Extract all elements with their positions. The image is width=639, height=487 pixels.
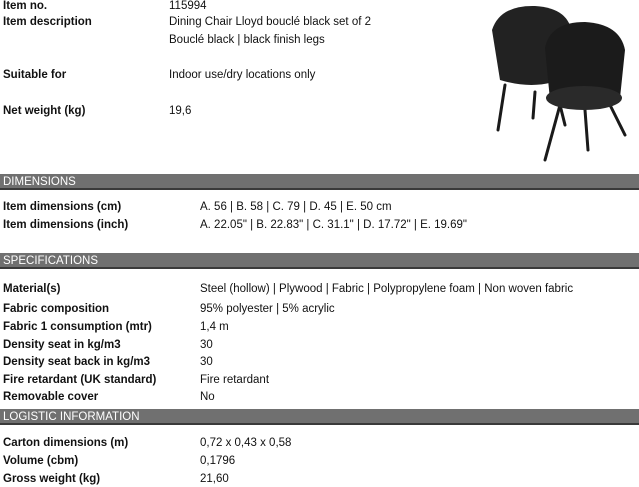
spec-label: Material(s) bbox=[3, 283, 61, 295]
specifications-header: SPECIFICATIONS bbox=[0, 253, 639, 269]
spec-value: Steel (hollow) | Plywood | Fabric | Polypropylene foam | Non woven fabric bbox=[200, 283, 574, 295]
spec-value: 30 bbox=[200, 339, 213, 351]
dim-inch-value: A. 22.05" | B. 22.83" | C. 31.1" | D. 17.72" | E. 19.69" bbox=[200, 219, 467, 231]
logistic-label: Gross weight (kg) bbox=[3, 473, 101, 485]
logistic-value: 0,1796 bbox=[200, 455, 236, 467]
dim-cm-value: A. 56 | B. 58 | C. 79 | D. 45 | E. 50 cm bbox=[200, 201, 392, 213]
logistic-value: 0,72 x 0,43 x 0,58 bbox=[200, 437, 292, 449]
net-weight-label: Net weight (kg) bbox=[3, 105, 86, 117]
dim-inch-label: Item dimensions (inch) bbox=[3, 219, 129, 231]
spec-label: Density seat in kg/m3 bbox=[3, 339, 121, 351]
spec-label: Removable cover bbox=[3, 391, 99, 403]
spec-label: Fabric 1 consumption (mtr) bbox=[3, 321, 152, 333]
spec-value: 95% polyester | 5% acrylic bbox=[200, 303, 335, 315]
item-description-value-2: Bouclé black | black finish legs bbox=[169, 34, 325, 46]
suitable-for-label: Suitable for bbox=[3, 69, 67, 81]
logistic-label: Volume (cbm) bbox=[3, 455, 79, 467]
spec-label: Fire retardant (UK standard) bbox=[3, 374, 157, 386]
dimensions-header: DIMENSIONS bbox=[0, 174, 639, 190]
suitable-for-value: Indoor use/dry locations only bbox=[169, 69, 316, 81]
item-no-value: 115994 bbox=[169, 0, 207, 12]
net-weight-value: 19,6 bbox=[169, 105, 192, 117]
spec-value: 30 bbox=[200, 356, 213, 368]
item-description-label: Item description bbox=[3, 16, 92, 28]
spec-value: 1,4 m bbox=[200, 321, 229, 333]
chair-product-image bbox=[460, 0, 639, 165]
spec-label: Fabric composition bbox=[3, 303, 110, 315]
logistic-label: Carton dimensions (m) bbox=[3, 437, 129, 449]
item-no-label: Item no. bbox=[3, 0, 48, 12]
logistic-header: LOGISTIC INFORMATION bbox=[0, 409, 639, 425]
logistic-value: 21,60 bbox=[200, 473, 229, 485]
item-description-value: Dining Chair Lloyd bouclé black set of 2 bbox=[169, 16, 372, 28]
spec-value: Fire retardant bbox=[200, 374, 270, 386]
spec-label: Density seat back in kg/m3 bbox=[3, 356, 151, 368]
dim-cm-label: Item dimensions (cm) bbox=[3, 201, 122, 213]
spec-value: No bbox=[200, 391, 215, 403]
